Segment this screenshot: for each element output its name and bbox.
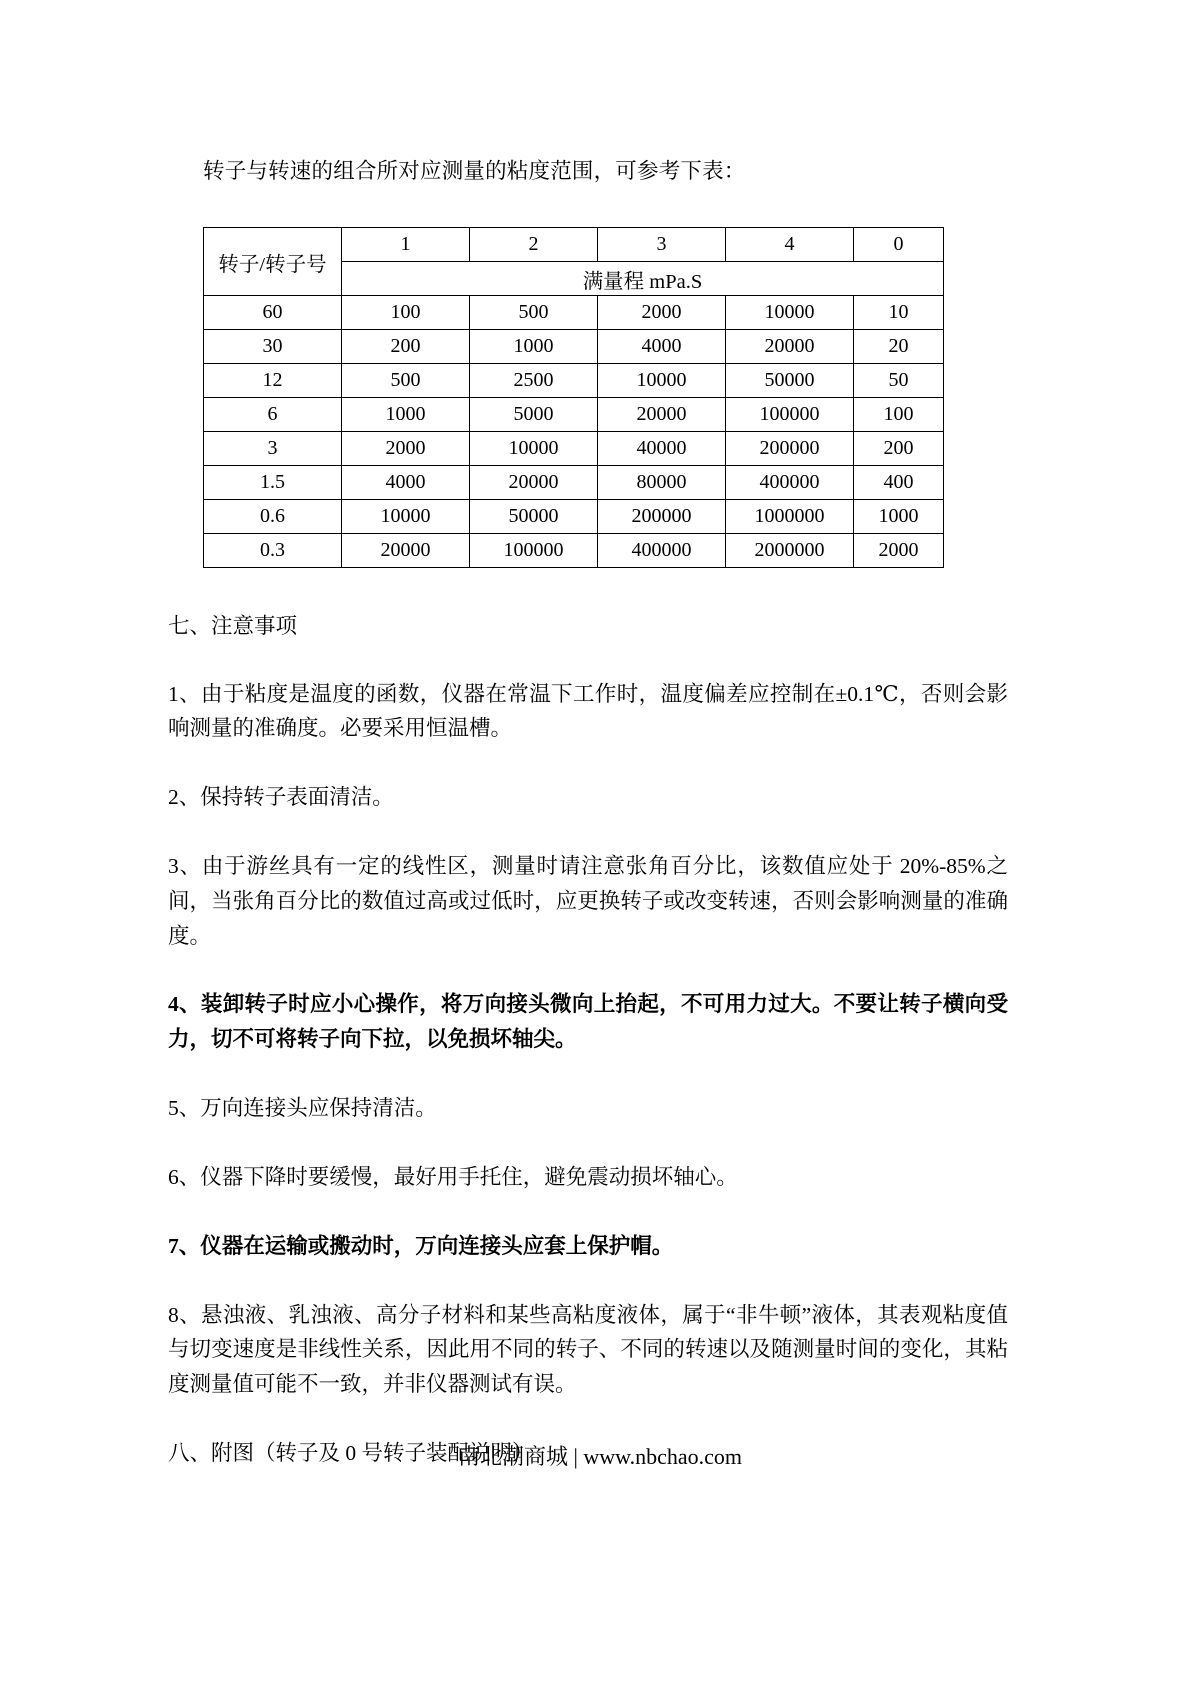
table-cell-value: 50000 (726, 364, 854, 398)
note-paragraph-3: 3、由于游丝具有一定的线性区，测量时请注意张角百分比，该数值应处于 20%-85%之间，当张角百分比的数值过高或过低时，应更换转子或改变转速，否则会影响测量的准确度。 (168, 853, 1008, 948)
page-footer: 南北潮商城 | www.nbchao.com (457, 1444, 743, 1469)
table-cell-value: 100 (854, 398, 944, 432)
table-cell-value: 20 (854, 330, 944, 364)
table-cell-value: 4000 (598, 330, 726, 364)
table-cell-value: 100 (342, 296, 470, 330)
table-cell-value: 50 (854, 364, 944, 398)
intro-paragraph: 转子与转速的组合所对应测量的粘度范围，可参考下表： (203, 159, 746, 183)
note-paragraph-1: 1、由于粘度是温度的函数，仪器在常温下工作时，温度偏差应控制在±0.1℃，否则会影响测量的准确度。必要采用恒温槽。 (168, 681, 1008, 741)
note-paragraph-4: 4、装卸转子时应小心操作，将万向接头微向上抬起，不可用力过大。不要让转子横向受力，切不可将转子向下拉，以免损坏轴尖。 (168, 992, 1008, 1052)
table-cell-value: 5000 (470, 398, 598, 432)
table-cell-value: 200 (854, 432, 944, 466)
table-corner-label: 转子/转子号 (204, 228, 342, 296)
table-cell-speed: 0.6 (204, 500, 342, 534)
table-cell-value: 500 (470, 296, 598, 330)
table-cell-value: 100000 (726, 398, 854, 432)
table-cell-value: 400000 (598, 534, 726, 568)
table-cell-value: 500 (342, 364, 470, 398)
section-heading-precautions: 七、注意事项 (168, 614, 298, 639)
table-cell-speed: 0.3 (204, 534, 342, 568)
table-cell-value: 10 (854, 296, 944, 330)
table-cell-value: 20000 (598, 398, 726, 432)
note-paragraph-6: 6、仪器下降时要缓慢，最好用手托住，避免震动损坏轴心。 (168, 1164, 738, 1189)
table-span-label: 满量程 mPa.S (342, 262, 944, 296)
table-cell-speed: 1.5 (204, 466, 342, 500)
table-cell-value: 10000 (470, 432, 598, 466)
table-cell-value: 400000 (726, 466, 854, 500)
table-body (204, 228, 944, 568)
table-cell-speed: 3 (204, 432, 342, 466)
document-content (168, 0, 1008, 1471)
table-cell-value: 50000 (470, 500, 598, 534)
table-col-header-4: 4 (726, 228, 854, 262)
table-cell-value: 1000000 (726, 500, 854, 534)
table-cell-value: 2000 (598, 296, 726, 330)
table-row (204, 398, 944, 432)
table-cell-speed: 6 (204, 398, 342, 432)
table-col-header-0: 0 (854, 228, 944, 262)
table-cell-value: 40000 (598, 432, 726, 466)
table-cell-value: 2500 (470, 364, 598, 398)
table-col-header-1: 1 (342, 228, 470, 262)
table-row (204, 432, 944, 466)
table-cell-value: 10000 (726, 296, 854, 330)
table-cell-speed: 12 (204, 364, 342, 398)
table-cell-value: 2000000 (726, 534, 854, 568)
table-cell-value: 1000 (854, 500, 944, 534)
table-cell-value: 10000 (598, 364, 726, 398)
table-cell-value: 80000 (598, 466, 726, 500)
table-cell-value: 20000 (342, 534, 470, 568)
table-row (204, 534, 944, 568)
table-col-header-3: 3 (598, 228, 726, 262)
note-paragraph-5: 5、万向连接头应保持清洁。 (168, 1096, 437, 1121)
table-row (204, 296, 944, 330)
table-cell-value: 1000 (342, 398, 470, 432)
table-cell-value: 200 (342, 330, 470, 364)
note-paragraph-7: 7、仪器在运输或搬动时，万向连接头应套上保护帽。 (168, 1233, 674, 1258)
table-row (204, 500, 944, 534)
table-col-header-2: 2 (470, 228, 598, 262)
table-cell-value: 100000 (470, 534, 598, 568)
table-header-row-numbers (204, 228, 944, 262)
table-cell-value: 200000 (726, 432, 854, 466)
table-cell-value: 20000 (470, 466, 598, 500)
table-row (204, 330, 944, 364)
table-cell-value: 10000 (342, 500, 470, 534)
table-cell-value: 20000 (726, 330, 854, 364)
section-heading-appendix: 八、附图（转子及 0 号转子装配说明） (168, 1441, 534, 1466)
note-paragraph-2: 2、保持转子表面清洁。 (168, 785, 394, 810)
note-paragraph-8: 8、悬浊液、乳浊液、高分子材料和某些高粘度液体，属于“非牛顿”液体，其表观粘度值与切变速度是非线性关系，因此用不同的转子、不同的转速以及随测量时间的变化，其粘度测量值可能不一致，并非仪器测试有误。 (168, 1302, 1008, 1397)
table-cell-value: 2000 (854, 534, 944, 568)
viscosity-range-table (203, 227, 944, 568)
table-row (204, 466, 944, 500)
table-cell-value: 400 (854, 466, 944, 500)
table-cell-value: 1000 (470, 330, 598, 364)
table-cell-speed: 60 (204, 296, 342, 330)
table-cell-speed: 30 (204, 330, 342, 364)
table-cell-value: 4000 (342, 466, 470, 500)
table-cell-value: 2000 (342, 432, 470, 466)
table-cell-value: 200000 (598, 500, 726, 534)
table-row (204, 364, 944, 398)
